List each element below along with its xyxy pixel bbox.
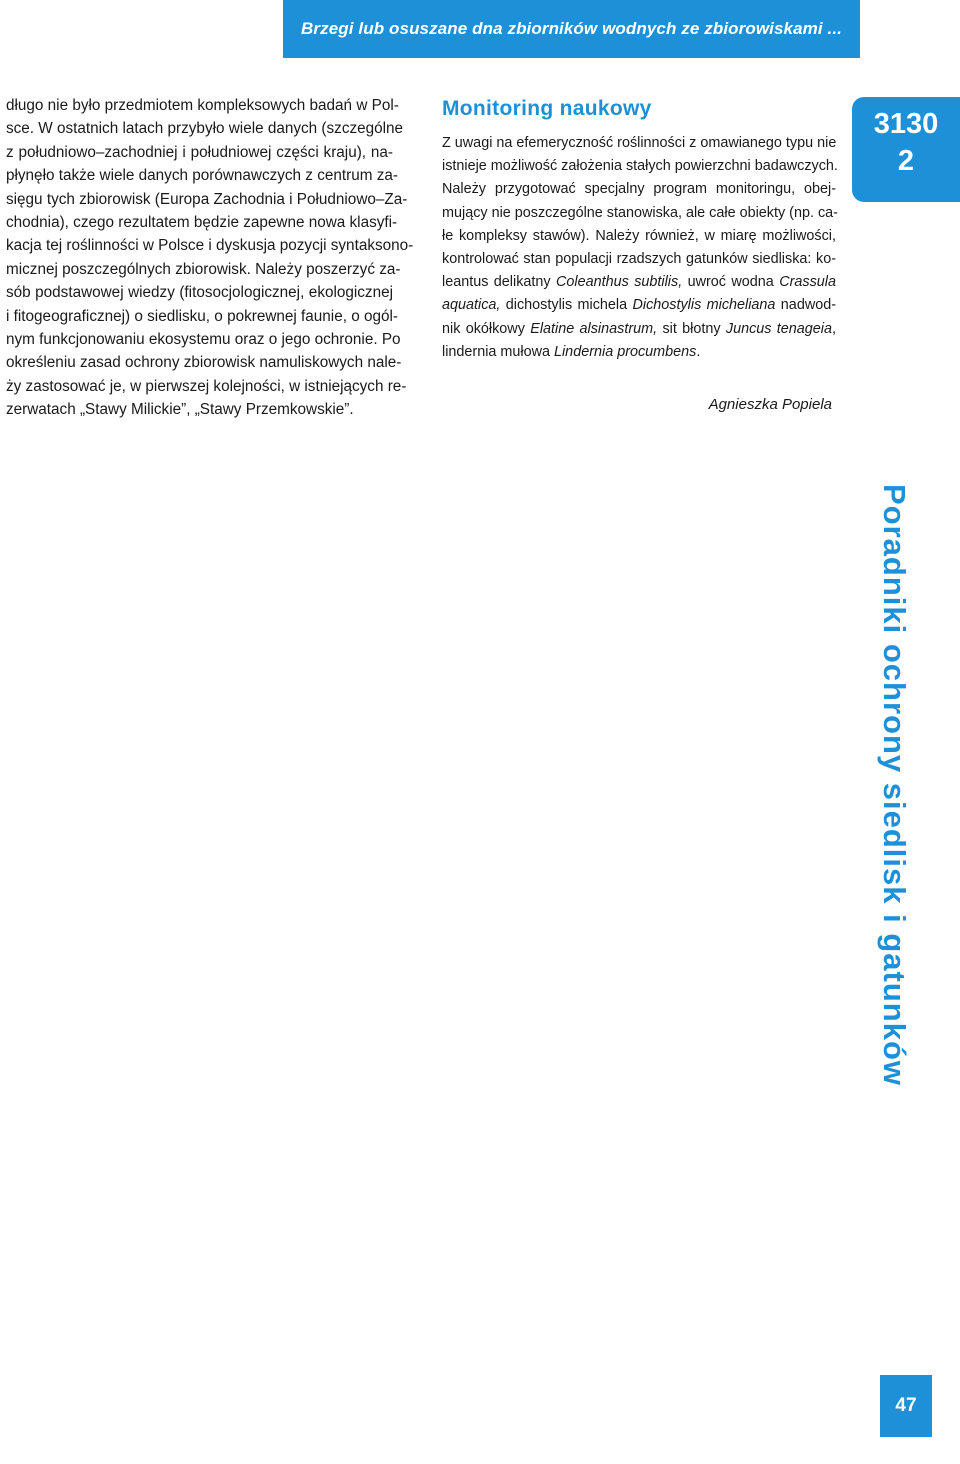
text-line: sięgu tych zbiorowisk (Europa Zachodnia i Południowo–Za- xyxy=(6,190,408,208)
text-line: i fitogeograficznej) o siedlisku, o pokrewnej faunie, o ogól- xyxy=(6,307,398,325)
header-title: Brzegi lub osuszane dna zbiorników wodnych ze zbiorowiskami ... xyxy=(301,19,842,38)
text-line: micznej poszczególnych zbiorowisk. Należy poszerzyć za- xyxy=(6,260,401,278)
text-line: istnieje możliwość założenia stałych powierzchni badawczych. xyxy=(442,158,838,175)
text-line: kacja tej roślinności w Polsce i dyskusja pozycji syntaksono- xyxy=(6,237,414,255)
text-line: leantus delikatny Coleanthus subtilis, uwroć wodna Crassula xyxy=(442,274,836,291)
text-line: sób podstawowej wiedzy (fitosocjologicznej, ekologicznej xyxy=(6,284,393,302)
text-line: lindernia mułowa Lindernia procumbens. xyxy=(442,343,701,360)
habitat-code-tab xyxy=(852,97,960,202)
text-line: ży zastosować je, w pierwszej kolejności, w istniejących re- xyxy=(6,377,407,395)
author-signature: Agnieszka Popiela xyxy=(708,396,832,413)
text-line: Należy przygotować specjalny program monitoringu, obej- xyxy=(442,181,836,198)
text-line: zerwatach „Stawy Milickie”, „Stawy Przemkowskie”. xyxy=(6,401,354,419)
header-bar xyxy=(283,0,860,58)
text-line: Z uwagi na efemeryczność roślinności z omawianego typu nie xyxy=(442,135,837,151)
text-line: z południowo–zachodniej i południowej części kraju), na- xyxy=(6,143,393,161)
series-title-vertical: Poradniki ochrony siedlisk i gatunków xyxy=(877,484,912,1087)
text-line: kontrolować stan populacji rzadszych gatunków siedliska: ko- xyxy=(442,251,836,268)
habitat-code: 3130 xyxy=(873,108,939,140)
text-line: płynęło także wiele danych porównawczych z centrum za- xyxy=(6,167,398,185)
text-line: nik okółkowy Elatine alsinastrum, sit błotny Juncus tenageia, xyxy=(442,320,837,337)
text-line: aquatica, dichostylis michela Dichostylis micheliana nadwod- xyxy=(442,297,837,314)
text-line: określeniu zasad ochrony zbiorowisk namuliskowych nale- xyxy=(6,354,402,372)
right-column xyxy=(442,94,836,364)
section-heading: Monitoring naukowy xyxy=(442,97,652,120)
text-line: nym funkcjonowaniu ekosystemu oraz o jego ochronie. Po xyxy=(6,331,401,349)
page-number: 47 xyxy=(880,1375,932,1437)
monitoring-paragraph xyxy=(442,132,836,364)
text-line: chodnia), czego rezultatem będzie zapewne nowa klasyfi- xyxy=(6,214,398,232)
left-column xyxy=(6,94,414,422)
text-line: łe kompleksy stawów). Należy również, w miarę możliwości, xyxy=(442,227,836,244)
text-line: długo nie było przedmiotem kompleksowych badań w Pol- xyxy=(6,97,399,114)
habitat-subtype: 2 xyxy=(897,145,915,177)
text-line: mujący nie poszczególne stanowiska, ale całe obiekty (np. ca- xyxy=(442,204,838,221)
text-line: sce. W ostatnich latach przybyło wiele danych (szczególne xyxy=(6,120,404,138)
